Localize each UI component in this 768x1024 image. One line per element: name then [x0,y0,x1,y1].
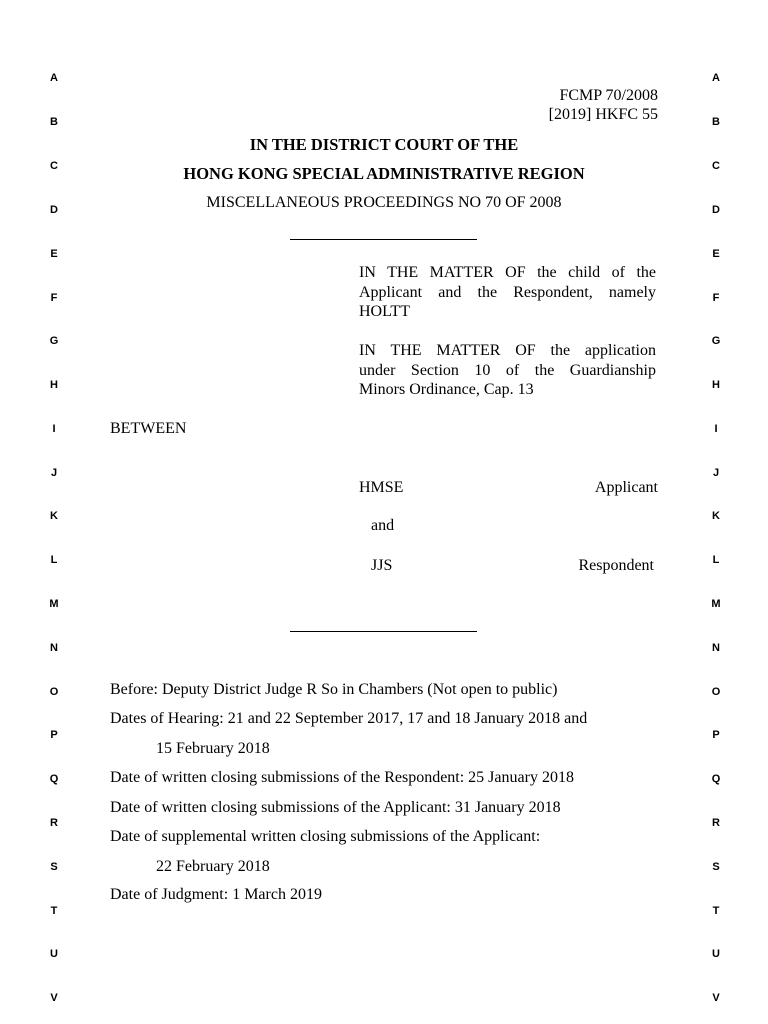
applicant-role: Applicant [594,479,658,496]
between-label: BETWEEN [110,420,187,437]
margin-letter: T [712,905,720,917]
margin-letter: H [712,379,720,391]
bottom-divider [290,631,477,632]
margin-letter: T [50,905,58,917]
supplemental-closing: Date of supplemental written closing submissions of the Applicant: [110,828,541,845]
margin-letter: B [50,116,58,128]
court-title-line2: HONG KONG SPECIAL ADMINISTRATIVE REGION [183,164,585,183]
margin-letter: S [712,861,720,873]
margin-letter: V [50,992,58,1004]
matter-line: IN THE MATTER OF the application [359,342,656,359]
matter-line: under Section 10 of the Guardianship [359,361,656,379]
margin-letter: Q [711,773,721,785]
margin-letter: R [712,817,720,829]
margin-letter: C [712,160,720,172]
margin-letter: N [712,642,720,654]
margin-letter: J [50,467,58,479]
margin-letter: H [50,379,58,391]
margin-letter: K [50,510,58,522]
margin-letter: P [712,729,720,741]
margin-letter: D [50,204,58,216]
margin-letter: G [711,335,721,347]
matter-line: IN THE MATTER OF the child of the [359,264,656,281]
margin-letter: F [712,292,720,304]
matter-line: Minors Ordinance, Cap. 13 [359,381,534,398]
matter-line: HOLTT [359,303,410,320]
margin-letter: O [49,686,59,698]
margin-letter: S [50,861,58,873]
margin-letter: O [711,686,721,698]
matter-application [359,341,656,400]
respondent-name: JJS [371,557,393,574]
respondent-role: Respondent [578,557,654,574]
margin-letter: U [50,948,58,960]
proceedings-title: MISCELLANEOUS PROCEEDINGS NO 70 OF 2008 [206,194,562,211]
applicant-name: HMSE [359,479,404,496]
court-title-line1: IN THE DISTRICT COURT OF THE [249,135,519,154]
margin-letter: G [49,335,59,347]
margin-letter: L [712,554,720,566]
case-number: FCMP 70/2008 [559,87,658,104]
margin-letter: E [712,248,720,260]
supplemental-closing-date: 22 February 2018 [156,858,270,875]
margin-letter: I [52,423,56,435]
applicant-closing-date: Date of written closing submissions of the Applicant: 31 January 2018 [110,799,561,816]
margin-letter: R [50,817,58,829]
before-judge: Before: Deputy District Judge R So in Chambers (Not open to public) [110,681,558,698]
margin-letter: C [50,160,58,172]
margin-letter: N [50,642,58,654]
margin-letter: L [50,554,58,566]
margin-letter: V [712,992,720,1004]
respondent-closing-date: Date of written closing submissions of the Respondent: 25 January 2018 [110,769,574,786]
margin-letter: I [714,423,718,435]
matter-line: Applicant and the Respondent, namely [359,283,656,301]
margin-letter: E [50,248,58,260]
margin-letter: U [712,948,720,960]
matter-child [359,263,656,322]
margin-letter: Q [49,773,59,785]
margin-letter: K [712,510,720,522]
margin-letter: A [712,72,720,84]
margin-letter: F [50,292,58,304]
case-citation: [2019] HKFC 55 [548,106,658,123]
top-divider [290,239,477,240]
party-conjunction: and [371,517,395,534]
margin-letter: A [50,72,58,84]
margin-letter: P [50,729,58,741]
hearing-dates: Dates of Hearing: 21 and 22 September 2017, 17 and 18 January 2018 and [110,710,588,727]
judgment-date: Date of Judgment: 1 March 2019 [110,886,322,903]
margin-letter: M [49,598,59,610]
margin-letter: M [711,598,721,610]
hearing-dates-continued: 15 February 2018 [156,740,270,757]
margin-letter: D [712,204,720,216]
margin-letter: B [712,116,720,128]
margin-letter: J [712,467,720,479]
